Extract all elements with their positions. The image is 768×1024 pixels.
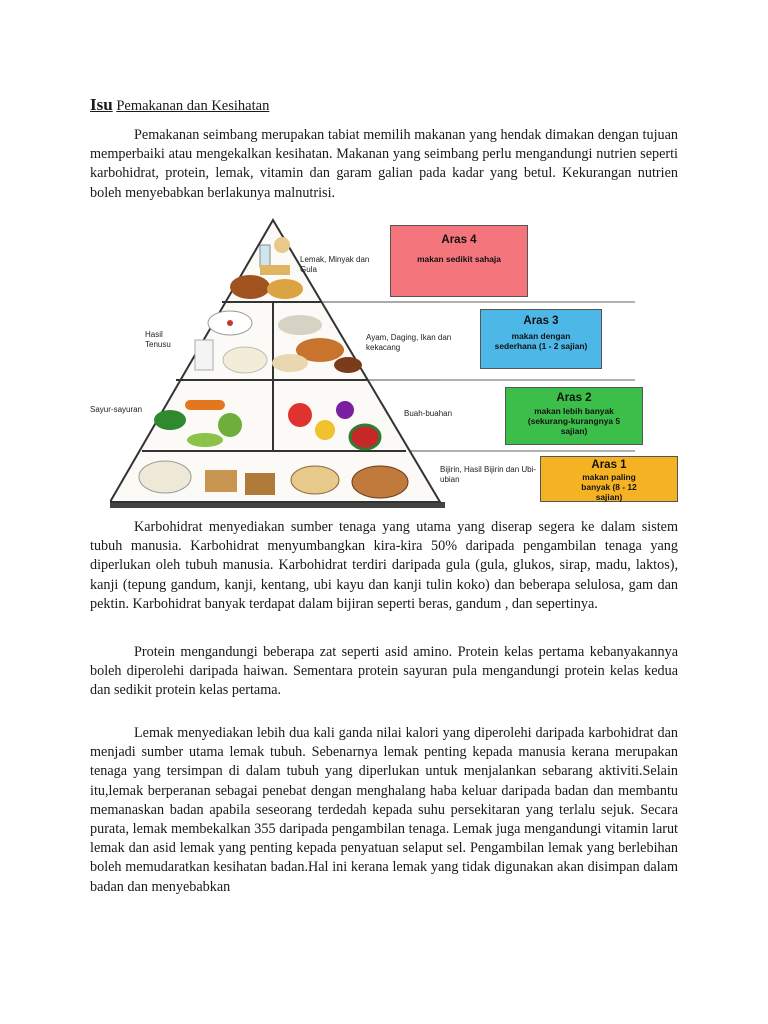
- paragraph-lemak: Lemak menyediakan lebih dua kali ganda nilai kalori yang diperolehi daripada karbohidrat dan menjadi sumber utama lemak tubuh. Sebenarnya lemak penting kepada manusia kerana merupakan tenaga yang tersimpan di dalam tubuh yang diperlukan untuk menjalankan sebarang aktiviti.Selain itu,lemak berperanan sebagai penebat dengan menghalang haba keluar daripada badan dan membantu memanaskan badan apabila seseorang terdedah kepada suhu persekitaran yang terlalu sejuk. Secara purata, lemak membekalkan 355 daripada pengambilan tenaga. Lemak juga mengandungi vitamin larut lemak dan asid lemak yang penting kepada penyatuan selaput sel. Pengambilan lemak yang berlebihan boleh memudaratkan kesihatan badan.Hal ini kerana lemak yang tidak digunakan akan disimpan dalam badan dan menyebabkan: [90, 725, 678, 895]
- level-2-box: [505, 387, 643, 445]
- label-grains: Bijirin, Hasil Bijirin dan Ubi-ubian: [440, 465, 537, 484]
- section-heading: [90, 95, 269, 115]
- label-vegetables: Sayur-sayuran: [90, 405, 143, 414]
- level-4-title: Aras 4: [441, 234, 477, 246]
- level-2-title: Aras 2: [556, 392, 592, 404]
- level-3-box: [480, 309, 602, 369]
- label-fats: Lemak, Minyak dan Gula: [300, 255, 370, 274]
- heading-isu: Isu: [90, 95, 113, 114]
- level-1-desc: makan paling banyak (8 - 12 sajian): [581, 472, 637, 502]
- level-4-box: [390, 225, 528, 297]
- label-dairy: Hasil Tenusu: [145, 330, 171, 349]
- level-1-box: [540, 456, 678, 502]
- paragraph-protein: Protein mengandungi beberapa zat seperti asid amino. Protein kelas pertama kebanyakannya boleh diperolehi daripada haiwan. Sementara protein sayuran pula mengandungi protein kelas kedua dan sedikit protein kelas pertama.: [90, 644, 678, 699]
- label-protein: Ayam, Daging, Ikan dan kekacang: [366, 333, 452, 352]
- label-fruits: Buah-buahan: [404, 409, 453, 418]
- level-1-title: Aras 1: [591, 459, 627, 471]
- level-2-desc: makan lebih banyak (sekurang-kurangnya 5 sajian): [527, 406, 621, 436]
- level-3-title: Aras 3: [523, 315, 559, 327]
- food-pyramid-figure: [90, 215, 680, 510]
- level-3-desc: makan dengan sederhana (1 - 2 sajian): [494, 331, 588, 351]
- paragraph-intro: Pemakanan seimbang merupakan tabiat memilih makanan yang hendak dimakan dengan tujuan memperbaiki atau mengekalkan kesihatan. Makanan yang seimbang perlu mengandungi nutrien seperti karbohidrat, protein, lemak, vitamin dan garam galian pada kadar yang betul. Kekurangan nutrien boleh menyebabkan berlakunya malnutrisi.: [90, 127, 678, 201]
- heading-title: Pemakanan dan Kesihatan: [116, 98, 270, 114]
- paragraph-karbohidrat: Karbohidrat menyediakan sumber tenaga yang utama yang diserap segera ke dalam sistem tubuh manusia. Karbohidrat menyumbangkan kira-kira 50% daripada pengambilan tenaga yang diperlukan oleh tubuh manusia. Karbohidrat terdiri daripada gula (gula, glukos, sirap, madu, laktos), kanji (tepung gandum, kanji, kentang, ubi kayu dan kanji tulin koko) dan beberapa selulosa, gam dan pektin. Karbohidrat banyak terdapat dalam bijiran seperti beras, gandum , dan sepertinya.: [90, 519, 678, 612]
- level-4-desc: makan sedikit sahaja: [417, 254, 501, 264]
